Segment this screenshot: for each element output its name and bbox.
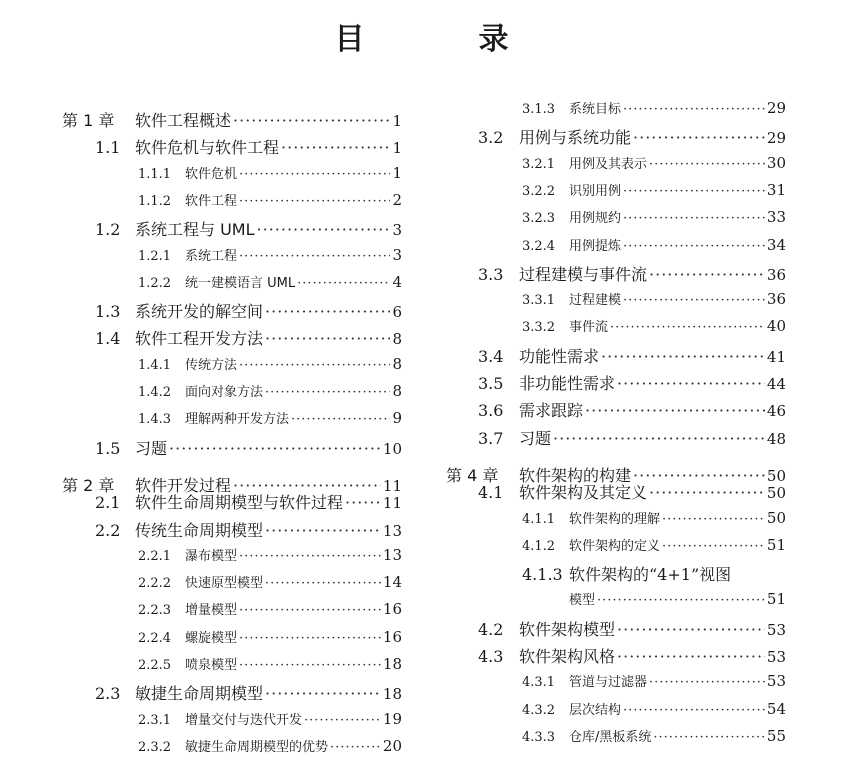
toc-entry [478,480,786,504]
toc-entry [522,726,786,750]
toc-entry [522,316,786,340]
dot-leader [653,730,765,745]
toc-entry [95,436,402,460]
toc-entry [138,736,402,760]
toc-entry [138,190,402,214]
toc-entry-number: 4.3.2 [522,702,556,718]
toc-entry-number: 1.2.1 [138,248,172,264]
toc-entry-page: 8 [392,354,402,373]
toc-entry-number: 2.3.2 [138,739,172,755]
toc-entry-page: 10 [382,439,402,458]
toc-entry-title: 软件架构模型 [519,619,616,639]
toc-entry-page: 4 [392,272,402,291]
toc-entry-number: 第 1 章 [62,111,115,130]
dot-leader [623,239,765,254]
toc-entry [478,262,786,286]
toc-entry [522,235,786,259]
toc-entry-title: 需求跟踪 [519,401,584,421]
toc-entry-title: 仓库/黑板系统 [569,729,652,745]
toc-entry-page: 41 [766,347,786,366]
toc-entry-number: 3.6 [478,401,504,421]
toc-entry-title: 软件工程 [185,193,238,209]
toc-entry-title: 软件架构的“4+1”视图 [569,565,732,585]
toc-entry-number: 3.1.3 [522,102,556,117]
dot-leader [265,684,381,703]
toc-entry-title: 管道与过滤器 [569,675,648,691]
toc-entry-number: 3.7 [478,428,504,448]
toc-entry-title: 非功能性需求 [519,374,616,393]
toc-entry-title: 层次结构 [569,702,622,718]
toc-entry-title: 习题 [135,438,168,458]
toc-entry-title: 软件工程开发方法 [135,329,264,349]
toc-entry-number: 4.1.3 [522,565,563,585]
toc-entry-title: 软件危机 [185,166,238,182]
toc-entry-page: 36 [766,265,786,284]
toc-entry-number: 1.4.2 [138,385,172,400]
toc-entry [138,408,402,432]
toc-entry-title: 软件开发过程 [135,475,232,495]
toc-entry [95,135,402,159]
toc-entry [95,299,402,323]
toc-entry-number: 第 2 章 [62,475,115,495]
dot-leader [623,102,765,117]
toc-entry [478,371,786,395]
toc-entry [138,654,402,678]
dot-leader [617,374,765,393]
toc-entry-number: 1.4.3 [138,412,172,428]
toc-entry-page: 18 [382,685,402,704]
toc-entry-number: 2.3 [95,684,121,704]
dot-leader [257,220,391,239]
toc-entry [138,381,402,405]
toc-entry-title: 传统生命周期模型 [135,520,264,540]
toc-entry-number: 1.2 [95,220,121,240]
dot-leader [623,293,765,308]
dot-leader [585,401,765,420]
toc-entry-page: 13 [382,521,402,540]
toc-entry-page: 2 [392,190,402,209]
dot-leader [345,493,381,512]
toc-entry-number: 第 4 章 [446,465,499,485]
dot-leader [239,358,390,373]
toc-entry-page: 3 [392,221,402,240]
page-title: 目 录 [334,22,551,57]
toc-entry [138,354,402,378]
toc-entry [522,562,786,586]
toc-entry-title: 模型 [569,593,596,609]
dot-leader [239,194,390,209]
toc-entry-page: 20 [382,736,402,755]
toc-entry-title: 软件生命周期模型与软件过程 [135,493,344,513]
dot-leader [239,603,381,618]
toc-entry-page: 1 [392,139,402,158]
dot-leader [649,157,765,172]
dot-leader [304,713,381,728]
dot-leader [633,128,765,147]
toc-entry [522,207,786,231]
toc-entry [95,518,402,542]
toc-entry-page: 53 [766,672,786,691]
dot-leader [265,385,390,400]
toc-entry-title: 系统目标 [569,102,622,117]
toc-entry-number: 4.3.3 [522,729,556,745]
toc-entry [478,617,786,641]
toc-entry-title: 喷泉模型 [185,658,238,673]
toc-entry-title: 事件流 [569,320,609,336]
toc-entry [138,627,402,651]
toc-entry-number: 1.2.2 [138,275,172,291]
toc-entry-number: 3.3.2 [522,320,556,336]
toc-entry-number: 3.3 [478,264,504,284]
toc-entry-title: 系统开发的解空间 [135,302,264,322]
toc-entry-number: 3.2.2 [522,183,556,199]
toc-entry-page: 29 [766,129,786,148]
toc-entry-number: 3.2.1 [522,156,556,172]
toc-entry-page: 50 [766,466,786,485]
toc-entry-number: 3.2.4 [522,238,556,254]
toc-entry-number: 3.2.3 [522,211,556,227]
toc-entry-title: 系统工程 [185,248,238,264]
dot-leader [291,412,390,427]
toc-entry-page: 53 [766,648,786,666]
toc-entry-page: 34 [766,235,786,254]
toc-entry-title: 功能性需求 [519,346,600,366]
dot-leader [649,675,765,690]
toc-entry [478,344,786,368]
toc-entry-title: 用例及其表示 [569,156,648,172]
toc-entry-number: 4.3 [478,647,504,666]
dot-leader [239,658,381,673]
toc-entry-page: 8 [392,382,402,400]
toc-entry-page: 50 [766,508,786,527]
toc-entry-number: 4.2 [478,619,504,639]
toc-entry-number: 3.3.1 [522,293,556,309]
toc-entry-number: 2.2.3 [138,603,172,619]
toc-entry-number: 1.5 [95,438,121,458]
dot-leader [601,347,765,366]
toc-entry [478,644,786,668]
toc-entry-number: 2.2.2 [138,576,172,592]
dot-leader [623,184,765,199]
dot-leader [662,512,765,527]
toc-entry [478,426,786,450]
toc-entry-title: 过程建模与事件流 [519,264,648,284]
toc-entry-number: 4.3.1 [522,675,556,691]
toc-entry-title: 软件架构的构建 [519,465,632,485]
dot-leader [265,302,390,321]
toc-entry [95,217,402,241]
toc-entry-page: 36 [766,290,786,309]
toc-entry-page: 3 [392,245,402,264]
toc-entry [95,681,402,705]
toc-entry-number: 2.3.1 [138,712,172,728]
toc-entry [522,289,786,313]
toc-entry-page: 18 [382,655,402,673]
dot-leader [239,631,381,646]
toc-entry-number: 3.4 [478,346,504,366]
toc-entry-number: 1.1.2 [138,193,172,209]
toc-entry-page: 13 [382,545,402,564]
dot-leader [297,276,390,291]
toc-entry-title: 螺旋模型 [185,630,238,646]
dot-leader [617,647,765,666]
dot-leader [553,429,765,448]
dot-leader [239,167,390,182]
toc-entry [138,709,402,733]
toc-entry-title: 面向对象方法 [185,385,264,400]
dot-leader [623,703,765,718]
toc-entry-title: 用例提炼 [569,238,622,254]
toc-entry-page: 40 [766,317,786,336]
toc-entry-title: 统一建模语言 UML [185,275,296,291]
toc-entry [522,98,786,122]
toc-entry-title: 理解两种开发方法 [185,412,290,428]
toc-entry [95,326,402,350]
toc-entry-page: 44 [766,375,786,393]
toc-entry-page: 6 [392,303,402,322]
toc-entry [522,671,786,695]
toc-entry [138,245,402,269]
toc-entry-title: 瀑布模型 [185,548,238,564]
toc-entry-number: 4.1.2 [522,538,556,554]
dot-leader [662,539,765,554]
dot-leader [265,521,381,540]
toc-entry-page: 33 [766,208,786,227]
toc-entry-title: 过程建模 [569,293,622,309]
toc-entry [478,398,786,422]
toc-entry-page: 51 [766,590,786,609]
toc-entry [138,599,402,623]
toc-entry-page: 31 [766,180,786,199]
toc-entry-page: 46 [766,402,786,421]
toc-entry [522,508,786,532]
toc-entry-number: 1.4 [95,329,121,349]
toc-entry-number: 2.2.4 [138,630,172,646]
toc-entry-title: 软件架构风格 [519,647,616,666]
toc-entry-page: 11 [382,476,402,495]
toc-entry-title: 用例规约 [569,211,622,227]
toc-entry-number: 2.2 [95,520,121,540]
toc-entry-number: 2.2.1 [138,548,172,564]
dot-leader [281,138,390,157]
toc-entry-title: 敏捷生命周期模型 [135,684,264,704]
toc-entry-title: 软件架构的定义 [569,538,661,554]
toc-entry [522,699,786,723]
toc-entry [522,180,786,204]
toc-entry-page: 14 [382,573,402,592]
toc-entry-number: 2.2.5 [138,658,172,673]
toc-entry-number: 3.2 [478,128,504,148]
toc-entry-page: 53 [766,620,786,639]
toc-entry-title: 软件工程概述 [135,111,232,130]
toc-entry-number: 1.4.1 [138,357,172,373]
toc-entry-page: 30 [766,153,786,172]
dot-leader [597,593,765,608]
toc-entry-page: 9 [392,409,402,428]
dot-leader [649,483,765,502]
toc-entry [138,572,402,596]
toc-entry-page: 29 [766,99,786,117]
toc-entry-title: 传统方法 [185,357,238,373]
toc-entry-page: 48 [766,429,786,448]
toc-entry-title: 系统工程与 UML [135,220,255,240]
toc-entry-title: 软件危机与软件工程 [135,138,280,158]
dot-leader [649,265,765,284]
toc-entry-number: 4.1 [478,483,504,503]
dot-leader [239,549,381,564]
toc-entry-number: 1.1 [95,138,121,158]
toc-entry-page: 16 [382,627,402,646]
toc-entry [95,490,402,514]
toc-entry [62,108,402,132]
toc-entry-page: 54 [766,699,786,718]
toc-entry-title: 敏捷生命周期模型的优势 [185,739,329,755]
toc-entry-title: 快速原型模型 [185,576,264,592]
dot-leader [330,740,381,755]
toc-entry [478,125,786,149]
toc-entry-title: 用例与系统功能 [519,128,632,148]
toc-entry-number: 1.3 [95,302,121,322]
toc-entry-page: 1 [392,112,402,130]
toc-entry-title: 软件架构的理解 [569,511,661,527]
dot-leader [233,111,390,130]
dot-leader [617,620,765,639]
toc-entry [522,535,786,559]
dot-leader [623,211,765,226]
toc-entry-title: 软件架构及其定义 [519,483,648,503]
toc-entry-title: 识别用例 [569,183,622,199]
dot-leader [265,329,390,348]
toc-entry-title: 习题 [519,428,552,448]
toc-entry-number: 1.1.1 [138,166,172,182]
toc-entry [138,272,402,296]
toc-entry-title: 增量交付与迭代开发 [185,712,303,728]
toc-entry [138,163,402,187]
toc-entry-page: 19 [382,709,402,728]
toc-entry-number: 4.1.1 [522,511,556,527]
toc-entry [522,589,786,613]
dot-leader [265,576,381,591]
dot-leader [169,439,381,458]
toc-entry-page: 8 [392,330,402,349]
toc-entry-page: 50 [766,484,786,503]
toc-entry-number: 2.1 [95,493,121,513]
toc-entry-page: 51 [766,535,786,554]
toc-entry [138,545,402,569]
toc-entry-page: 11 [382,494,402,513]
toc-entry-page: 55 [766,726,786,745]
dot-leader [610,320,765,335]
toc-entry-title: 增量模型 [185,603,238,619]
dot-leader [239,249,390,264]
toc-entry-page: 16 [382,600,402,619]
toc-entry-number: 3.5 [478,374,504,393]
toc-entry-page: 1 [392,163,402,182]
toc-entry [522,153,786,177]
